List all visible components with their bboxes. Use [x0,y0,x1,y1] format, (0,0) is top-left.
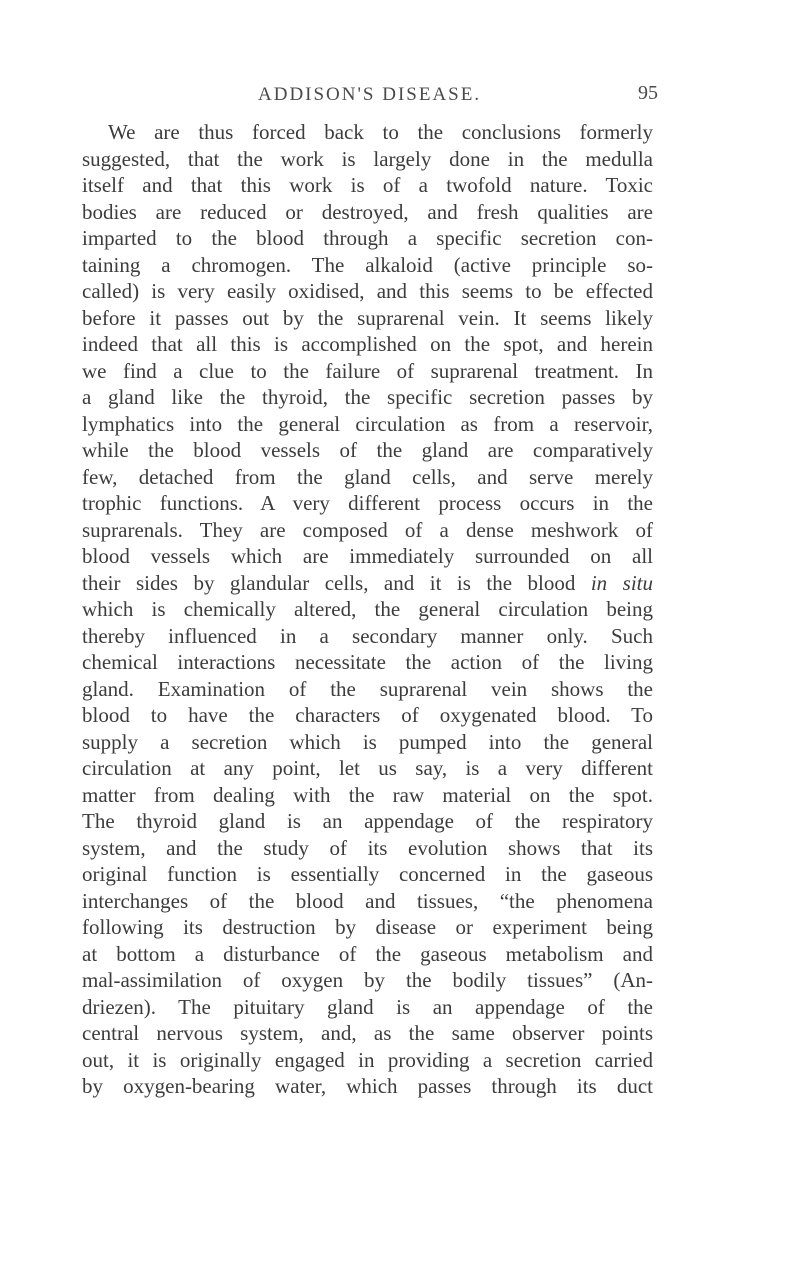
text-line: blood to have the characters of oxygenated blood. To [82,703,653,727]
text-line: by oxygen-bearing water, which passes through its duct [82,1074,653,1098]
text-line-start: their sides by glandular cells, and it is the blood [82,570,576,595]
text-line: following its destruction by disease or experiment being [82,915,653,939]
text-line: original function is essentially concerned in the gaseous [82,862,653,886]
text-line: system, and the study of its evolution shows that its [82,835,653,860]
text-line: central nervous system, and, as the same observer points [82,1021,653,1045]
text-line: imparted to the blood through a specific secretion con- [82,226,653,250]
text-line: at bottom a disturbance of the gaseous metabolism and [82,941,653,966]
text-line: matter from dealing with the raw material on the spot. [82,782,653,807]
text-line: gland. Examination of the suprarenal vein shows the [82,676,653,701]
text-line: itself and that this work is of a twofold nature. Toxic [82,173,653,197]
text-line: a gland like the thyroid, the specific secretion passes by [82,385,653,409]
text-line: thereby influenced in a secondary manner only. Such [82,623,653,648]
text-line: we find a clue to the failure of suprarenal treatment. In [82,358,653,383]
text-line: suprarenals. They are composed of a dense meshwork of [82,517,653,542]
text-line: circulation at any point, let us say, is a very different [82,756,653,780]
text-line: out, it is originally engaged in providing a secretion carried [82,1047,653,1072]
text-line: We are thus forced back to the conclusions formerly [108,120,653,144]
text-line: called) is very easily oxidised, and this seems to be effected [82,279,653,303]
text-line: trophic functions. A very different process occurs in the [82,491,653,515]
text-line: indeed that all this is accomplished on the spot, and herein [82,332,653,356]
page-number: 95 [638,82,658,104]
text-line-with-italic [82,570,653,597]
text-line: while the blood vessels of the gland are comparatively [82,438,653,462]
text-line: bodies are reduced or destroyed, and fresh qualities are [82,199,653,224]
italic-phrase: in situ [590,570,653,595]
text-line: interchanges of the blood and tissues, “the phenomena [82,888,653,913]
text-line: lymphatics into the general circulation as from a reservoir, [82,411,653,436]
text-line: chemical interactions necessitate the action of the living [82,650,653,674]
text-line: taining a chromogen. The alkaloid (active principle so- [82,252,653,277]
text-line: suggested, that the work is largely done in the medulla [82,146,653,171]
text-line: supply a secretion which is pumped into the general [82,729,653,754]
text-line: The thyroid gland is an appendage of the respiratory [82,809,653,833]
running-head: ADDISON'S DISEASE. [258,84,482,105]
text-line: blood vessels which are immediately surrounded on all [82,544,653,568]
text-line: driezen). The pituitary gland is an appendage of the [82,994,653,1019]
text-line: mal-assimilation of oxygen by the bodily tissues” (An- [82,968,653,992]
text-line: before it passes out by the suprarenal vein. It seems likely [82,305,653,330]
text-line: which is chemically altered, the general circulation being [82,597,653,621]
body-paragraph [82,119,653,1100]
text-line: few, detached from the gland cells, and serve merely [82,464,653,489]
